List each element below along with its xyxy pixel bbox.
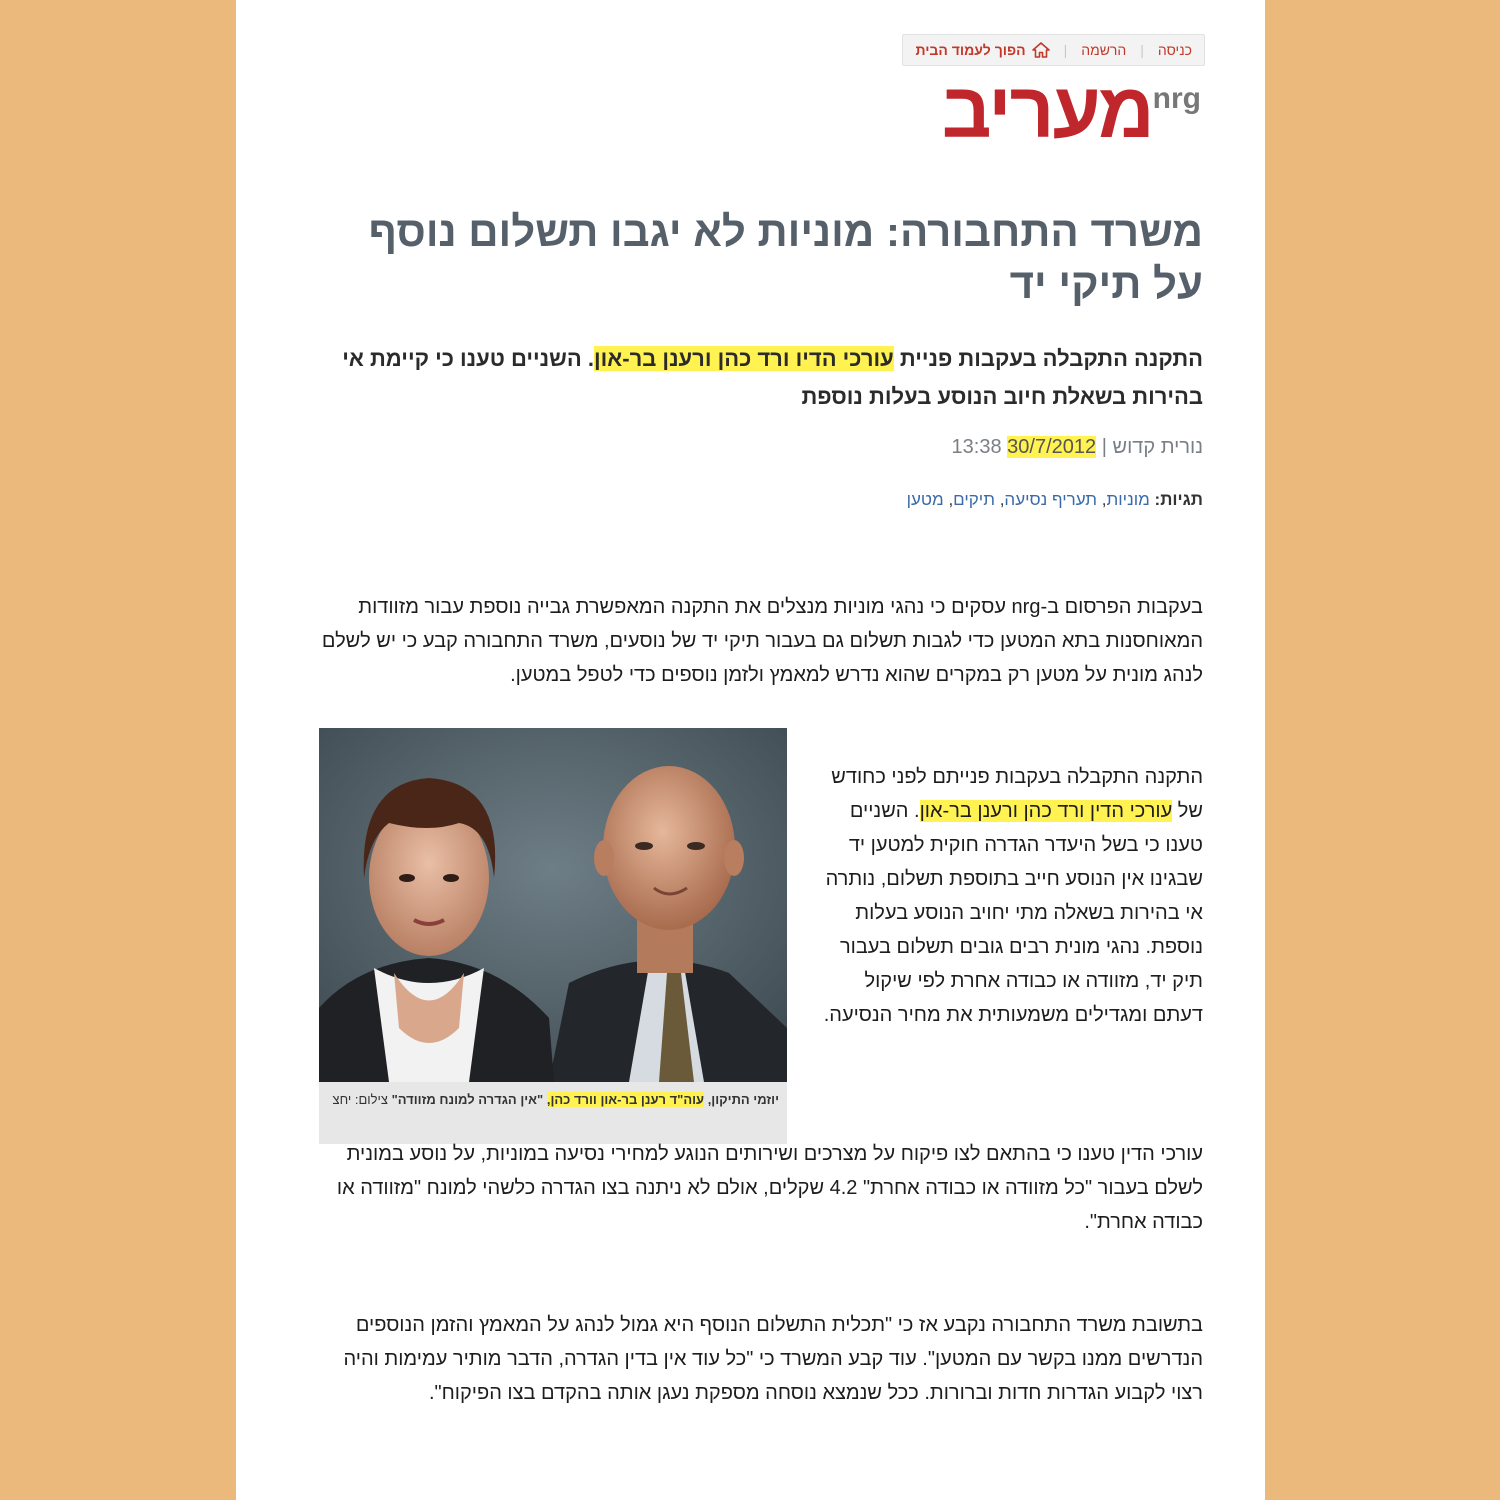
document-page <box>236 0 1265 1500</box>
caption-credit: צילום: יחצ <box>332 1092 392 1107</box>
nav-separator: | <box>1063 42 1068 58</box>
byline-separator: | <box>1101 436 1107 458</box>
paragraph-2-highlight: עורכי הדין ורד כהן ורענן בר-און <box>919 800 1173 822</box>
article-content <box>319 0 1203 1500</box>
nav-separator: | <box>1140 42 1144 58</box>
logo-nrg-text: nrg <box>1152 82 1201 115</box>
photo-caption <box>319 1082 787 1144</box>
top-nav-bar <box>902 34 1205 66</box>
tags-label: תגיות: <box>1154 490 1203 509</box>
tag-link[interactable]: תעריף נסיעה <box>1004 490 1098 509</box>
article-paragraph-1: בעקבות הפרסום ב-nrg עסקים כי נהגי מוניות מנצלים את התקנה המאפשרת גבייה נוספת עבור מזוודות המאוחסנות בתא המטען כדי לגבות תשלום גם בעבור תיקי יד של נוסעים, משרד התחבורה קבע כי יש לשלם לנהג מונית על מטען רק במקרים שהוא נדרש למאמץ ולזמן נוספים כדי לטפל במטען. <box>321 596 1203 686</box>
author-name: נורית קדוש <box>1112 436 1203 458</box>
caption-quote: "אין הגדרה למונח מזוודה" <box>391 1092 547 1107</box>
article-tags: תגיות: מוניות, תעריף נסיעה, תיקים, מטען <box>906 490 1203 509</box>
lawyers-photo-illustration <box>319 728 787 1082</box>
logo-main-text: מעריב <box>941 66 1153 154</box>
register-link[interactable]: הרשמה <box>1081 42 1127 58</box>
tag-link[interactable]: מטען <box>906 490 944 509</box>
login-link[interactable]: כניסה <box>1157 42 1192 58</box>
article-subhead <box>319 340 1203 416</box>
article-photo <box>319 728 787 1082</box>
set-homepage-link[interactable] <box>915 42 1049 58</box>
article-byline <box>952 436 1203 459</box>
article-paragraph-4: בתשובת משרד התחבורה נקבע אז כי "תכלית התשלום הנוסף היא גמול לנהג על המאמץ והזמן הנוספים הנדרשים ממנו בקשר עם המטען". עוד קבע המשרד כי "כל עוד אין בדין הגדרה, הדבר מותיר עמימות והיה רצוי לקבוע הגדרות חדות וברורות. ככל שנמצא נוסחה מספקת נעגן אותה בהקדם בצו הפיקוח". <box>343 1314 1203 1404</box>
maariv-logo[interactable] <box>941 66 1203 154</box>
caption-highlight: עוה"ד רענן בר-און וורד כהן, <box>546 1092 705 1107</box>
tag-link[interactable]: מוניות <box>1106 490 1150 509</box>
set-homepage-label: הפוך לעמוד הבית <box>915 42 1026 58</box>
subhead-text-before: התקנה התקבלה בעקבות פניית <box>893 346 1203 371</box>
paragraph-2-after: . השניים טענו כי בשל היעדר הגדרה חוקית למטען יד שבגינו אין הנוסע חייב בתוספת תשלום, נותרה אי בהירות בשאלה מתי יחויב הנוסע בעלות נוספת. נהגי מונית רבים גובים תשלום בעבור תיק יד, מזוודה או כבודה אחרת לפי שיקול דעתם ומגדילים משמעותית את מחיר הנסיעה. <box>823 800 1203 1026</box>
article-headline: משרד התחבורה: מוניות לא יגבו תשלום נוסף על תיקי יד <box>368 208 1203 307</box>
subhead-highlight: עורכי הדיו ורד כהן ורענן בר-און <box>593 346 894 371</box>
caption-prefix: יוזמי התיקון, <box>704 1092 779 1107</box>
subhead-text-after: . השניים טענו כי קיימת אי בהירות בשאלת חיוב הנוסע בעלות נוספת <box>342 346 1203 409</box>
home-icon <box>1032 42 1050 58</box>
paragraph-2-before: התקנה התקבלה בעקבות פנייתם לפני כחודש של <box>831 766 1203 822</box>
publish-date: 30/7/2012 <box>1007 436 1097 458</box>
publish-time: 13:38 <box>951 436 1002 458</box>
article-paragraph-2 <box>811 760 1203 1032</box>
article-paragraph-3: עורכי הדין טענו כי בהתאם לצו פיקוח על מצרכים ושירותים הנוגע למחירי נסיעה במוניות, על נוסע במונית לשלם בעבור "כל מזוודה או כבודה אחרת" 4.2 שקלים, אולם לא ניתנה בצו הגדרה כלשהי למונח "מזוודה או כבודה אחרת". <box>336 1143 1203 1233</box>
tag-link[interactable]: תיקים <box>953 490 995 509</box>
